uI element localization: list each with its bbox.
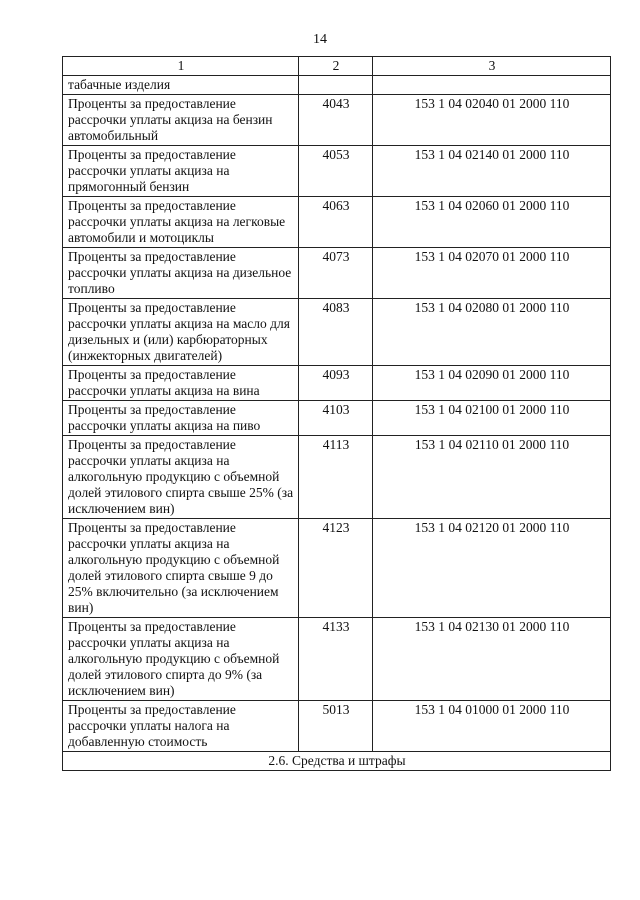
row-kbk-cell: 153 1 04 02080 01 2000 110 (373, 299, 611, 366)
section-heading: 2.6. Средства и штрафы (63, 752, 611, 771)
table-row (63, 701, 611, 752)
row-code-cell: 4043 (299, 95, 373, 146)
table-row (63, 519, 611, 618)
row-code-cell: 4103 (299, 401, 373, 436)
table-row (63, 95, 611, 146)
table-row (63, 401, 611, 436)
continuation-code-cell (299, 76, 373, 95)
row-code-cell: 4113 (299, 436, 373, 519)
row-kbk-cell: 153 1 04 02130 01 2000 110 (373, 618, 611, 701)
row-name-cell: Проценты за предоставление рассрочки уплаты акциза на алкогольную продукцию с объемной долей этилового спирта свыше 9 до 25% включительно (за исключением вин) (63, 519, 299, 618)
row-name-cell: Проценты за предоставление рассрочки уплаты акциза на вина (63, 366, 299, 401)
row-name-cell: Проценты за предоставление рассрочки уплаты акциза на масло для дизельных и (или) карбюраторных (инжекторных двигателей) (63, 299, 299, 366)
row-name-cell: Проценты за предоставление рассрочки уплаты акциза на алкогольную продукцию с объемной долей этилового спирта свыше 25% (за исключением вин) (63, 436, 299, 519)
row-kbk-cell: 153 1 04 02110 01 2000 110 (373, 436, 611, 519)
table-body (63, 76, 611, 752)
row-code-cell: 4073 (299, 248, 373, 299)
table-row (63, 436, 611, 519)
continuation-row (63, 76, 611, 95)
row-name-cell: Проценты за предоставление рассрочки уплаты акциза на дизельное топливо (63, 248, 299, 299)
column-header-2: 2 (299, 57, 373, 76)
section-heading-row (63, 752, 611, 771)
budget-codes-table (62, 56, 611, 771)
row-code-cell: 5013 (299, 701, 373, 752)
row-kbk-cell: 153 1 04 02120 01 2000 110 (373, 519, 611, 618)
page-number: 14 (313, 32, 327, 47)
continuation-kbk-cell (373, 76, 611, 95)
continuation-text: табачные изделия (63, 76, 299, 95)
row-code-cell: 4053 (299, 146, 373, 197)
row-kbk-cell: 153 1 04 02040 01 2000 110 (373, 95, 611, 146)
row-kbk-cell: 153 1 04 02100 01 2000 110 (373, 401, 611, 436)
table-row (63, 299, 611, 366)
row-kbk-cell: 153 1 04 01000 01 2000 110 (373, 701, 611, 752)
table-row (63, 618, 611, 701)
row-kbk-cell: 153 1 04 02090 01 2000 110 (373, 366, 611, 401)
table-header-row (63, 57, 611, 76)
column-header-1: 1 (63, 57, 299, 76)
row-code-cell: 4063 (299, 197, 373, 248)
row-code-cell: 4123 (299, 519, 373, 618)
row-code-cell: 4093 (299, 366, 373, 401)
row-kbk-cell: 153 1 04 02140 01 2000 110 (373, 146, 611, 197)
row-name-cell: Проценты за предоставление рассрочки уплаты акциза на легковые автомобили и мотоциклы (63, 197, 299, 248)
row-name-cell: Проценты за предоставление рассрочки уплаты налога на добавленную стоимость (63, 701, 299, 752)
table-row (63, 248, 611, 299)
row-name-cell: Проценты за предоставление рассрочки уплаты акциза на алкогольную продукцию с объемной долей этилового спирта до 9% (за исключением вин) (63, 618, 299, 701)
row-kbk-cell: 153 1 04 02060 01 2000 110 (373, 197, 611, 248)
table-row (63, 146, 611, 197)
table-row (63, 366, 611, 401)
row-code-cell: 4083 (299, 299, 373, 366)
row-name-cell: Проценты за предоставление рассрочки уплаты акциза на пиво (63, 401, 299, 436)
column-header-3: 3 (373, 57, 611, 76)
row-kbk-cell: 153 1 04 02070 01 2000 110 (373, 248, 611, 299)
row-name-cell: Проценты за предоставление рассрочки уплаты акциза на бензин автомобильный (63, 95, 299, 146)
row-name-cell: Проценты за предоставление рассрочки уплаты акциза на прямогонный бензин (63, 146, 299, 197)
table-row (63, 197, 611, 248)
row-code-cell: 4133 (299, 618, 373, 701)
